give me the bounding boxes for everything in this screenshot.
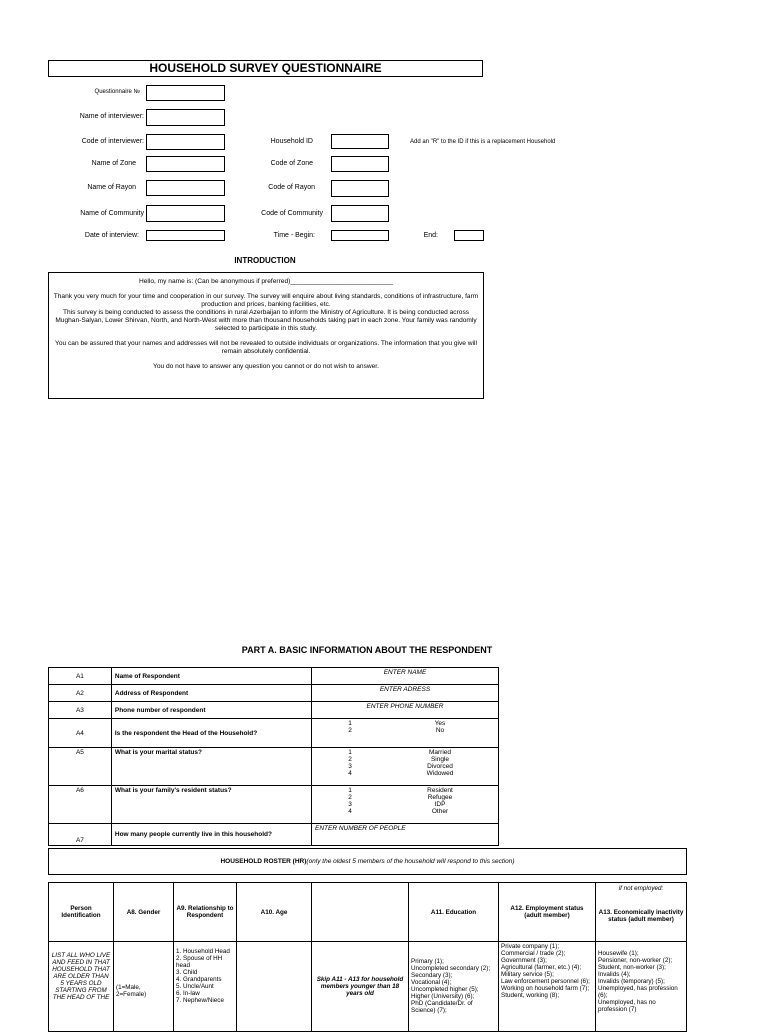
row-question: Is the respondent the Head of the Household?	[111, 719, 311, 748]
row-code: A1	[49, 668, 112, 685]
education-codes: Primary (1); Uncompleted secondary (2); Secondary (3); Vocational (4); Uncompleted higher (5); Higher (University) (6); PhD (Candidate/Dr. of Science) (7);	[409, 942, 499, 1032]
household-size-input[interactable]: ENTER NUMBER OF PEOPLE	[312, 824, 499, 846]
part-a-heading: PART A. BASIC INFORMATION ABOUT THE RESPONDENT	[241, 645, 493, 655]
col-inactivity	[596, 883, 687, 942]
household-roster-table	[48, 882, 687, 1032]
household-id-label: Household ID	[270, 138, 313, 145]
code-interviewer-label: Code of interviewer:	[81, 138, 144, 145]
code-community-field[interactable]	[331, 205, 389, 222]
row-code: A2	[49, 685, 112, 702]
roster-heading-title: HOUSEHOLD ROSTER (HR)	[220, 858, 307, 865]
table-row	[49, 748, 499, 786]
intro-greeting: Hello, my name is: (Can be anonymous if preferred)____________________________	[138, 278, 394, 285]
code-rayon-label: Code of Rayon	[268, 184, 315, 191]
row-code: A4	[49, 719, 112, 748]
name-zone-label: Name of Zone	[91, 160, 136, 167]
table-row	[49, 824, 499, 846]
not-employed-note: if not employed:	[618, 885, 664, 892]
col-relationship: A9. Relationship to Respondent	[174, 883, 237, 942]
col-gender: A8. Gender	[114, 883, 174, 942]
name-rayon-field[interactable]	[146, 180, 225, 196]
questionnaire-no-label: Questionnaire №	[94, 89, 140, 95]
intro-thanks: Thank you very much for your time and cooperation in our survey. The survey will enquire about living standards, conditions of infrastructure, farm production and prices, banking facilities, etc.	[53, 293, 479, 308]
respondent-address-input[interactable]: ENTER ADRESS	[312, 685, 499, 702]
table-row	[49, 702, 499, 719]
code-community-label: Code of Community	[261, 210, 323, 217]
table-row	[49, 883, 687, 942]
respondent-name-input[interactable]: ENTER NAME	[312, 668, 499, 685]
time-begin-field[interactable]	[331, 230, 389, 241]
name-zone-field[interactable]	[146, 156, 225, 172]
col-age: A10. Age	[237, 883, 312, 942]
age-cell[interactable]	[237, 942, 312, 1032]
intro-confidentiality: You can be assured that your names and addresses will not be revealed to outside individuals or organizations. The information that you give will remain absolutely confidential.	[55, 340, 477, 355]
row-question: How many people currently live in this household?	[111, 824, 311, 846]
col-employment: A12. Employment status (adult member)	[499, 883, 596, 942]
col-skip	[312, 883, 409, 942]
skip-instruction: Skip A11 - A13 for household members younger than 18 years old	[312, 942, 409, 1032]
roster-heading	[48, 848, 687, 875]
intro-optional: You do not have to answer any question you cannot or do not wish to answer.	[153, 363, 379, 370]
respondent-phone-input[interactable]: ENTER PHONE NUMBER	[312, 702, 499, 719]
row-question: Phone number of respondent	[111, 702, 311, 719]
table-row	[49, 719, 499, 748]
table-row	[49, 786, 499, 824]
col-education: A11. Education	[409, 883, 499, 942]
employment-codes: Private company (1); Commercial / trade (2); Government (3); Agricultural (farmer, etc.) (4); Military service (5); Law enforcement personnel (6); Working on household farm (7); Student, working (8);	[499, 942, 596, 1032]
row-code: A5	[49, 748, 112, 786]
row-code: A6	[49, 786, 112, 824]
person-id-instructions: LIST ALL WHO LIVE AND FEED IN THAT HOUSEHOLD THAT ARE OLDER THAN 5 YEARS OLD STARTING FROM THE HEAD OF THE	[49, 942, 114, 1032]
introduction-heading: INTRODUCTION	[234, 256, 296, 265]
table-row	[49, 942, 687, 1032]
col-inactivity-label: A13. Economically inactivity status (adult member)	[598, 909, 684, 923]
head-of-household-options[interactable]: 1 Yes 2 No	[312, 719, 499, 748]
name-community-field[interactable]	[146, 205, 225, 222]
household-id-field[interactable]	[331, 134, 389, 149]
gender-codes: (1=Male, 2=Female)	[114, 942, 174, 1032]
time-begin-label: Time - Begin:	[273, 232, 315, 239]
table-row	[49, 668, 499, 685]
replacement-note: Add an "R" to the ID if this is a replacement Household	[410, 139, 556, 145]
roster-heading-note: (only the oldest 5 members of the household will respond to this section)	[306, 858, 515, 865]
table-row	[49, 685, 499, 702]
name-interviewer-field[interactable]	[146, 109, 225, 126]
intro-purpose: This survey is being conducted to assess the conditions in rural Azerbaijan to inform the Ministry of Agriculture. It is being conducted across Mughan-Salyan, Lower Shirvan, North, and North-West with more than thousand households taking part in each zone. Your family was randomly selected to participate in this study.	[55, 309, 477, 332]
code-interviewer-field[interactable]	[146, 134, 225, 150]
col-person-id: Person Identification	[49, 883, 114, 942]
resident-status-options[interactable]: 1 Resident 2 Refugee 3 IDP 4 Other	[312, 786, 499, 824]
relationship-codes: 1. Household Head 2. Spouse of HH head 3. Child 4. Grandparents 5. Uncle/Aunt 6. In-law 7. Nephew/Niece	[174, 942, 237, 1032]
marital-status-options[interactable]: 1 Married 2 Single 3 Divorced 4 Widowed	[312, 748, 499, 786]
row-question: Name of Respondent	[111, 668, 311, 685]
date-interview-field[interactable]	[146, 230, 225, 241]
introduction-box	[48, 272, 484, 399]
code-zone-field[interactable]	[331, 156, 389, 172]
page-title: HOUSEHOLD SURVEY QUESTIONNAIRE	[48, 60, 483, 77]
code-rayon-field[interactable]	[331, 180, 389, 197]
row-question: What is your marital status?	[111, 748, 311, 786]
respondent-info-table	[48, 667, 499, 846]
row-code: A7	[49, 824, 112, 846]
row-question: What is your family's resident status?	[111, 786, 311, 824]
row-code: A3	[49, 702, 112, 719]
end-field[interactable]	[454, 230, 484, 241]
code-zone-label: Code of Zone	[270, 160, 313, 167]
date-interview-label: Date of interview:	[84, 232, 139, 239]
name-community-label: Name of Community	[80, 210, 144, 217]
name-rayon-label: Name of Rayon	[87, 184, 136, 191]
name-interviewer-label: Name of interviewer:	[79, 113, 144, 120]
inactivity-codes: Housewife (1); Pensioner, non-worker (2); Student, non-worker (3); Invalids (4); Invalids (temporary) (5); Unemployed, has profession (6); Unemployed, has no profession (7)	[596, 942, 687, 1032]
row-question: Address of Respondent	[111, 685, 311, 702]
questionnaire-no-field[interactable]	[146, 85, 225, 101]
end-label: End:	[423, 232, 438, 239]
